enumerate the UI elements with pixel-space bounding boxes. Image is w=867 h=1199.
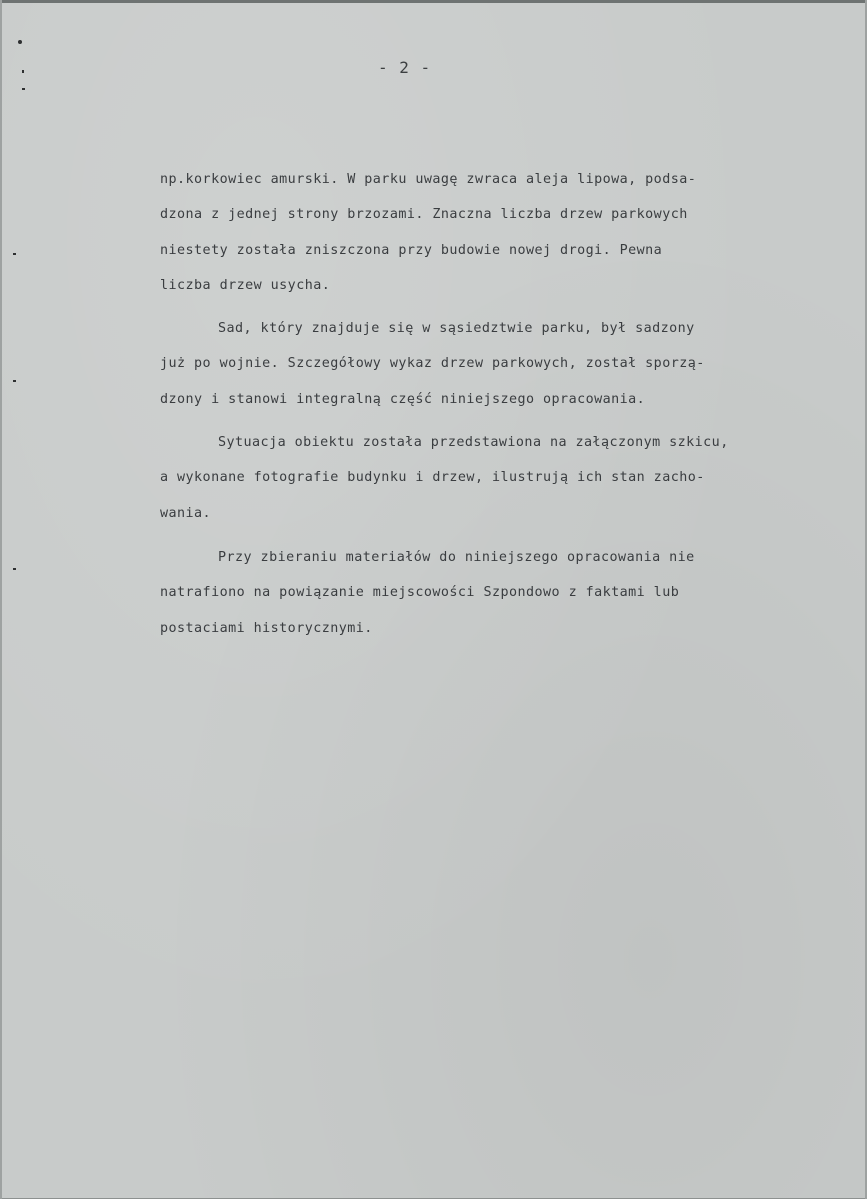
paragraph <box>160 162 850 303</box>
paragraph <box>160 540 850 646</box>
text-line: wania. <box>160 505 212 521</box>
text-line: Przy zbieraniu materiałów do niniejszego opracowania nie <box>218 549 695 565</box>
page-left-edge <box>0 0 2 1199</box>
page-number: - 2 - <box>378 58 432 77</box>
margin-mark-tick <box>13 253 16 255</box>
document-body <box>160 162 850 646</box>
margin-mark-tick <box>13 568 16 570</box>
text-line: postaciami historycznymi. <box>160 620 373 636</box>
text-line: dzony i stanowi integralną część niniejszego opracowania. <box>160 391 646 407</box>
margin-mark-tick <box>22 88 25 90</box>
page-top-edge <box>0 0 867 3</box>
text-line: Sytuacja obiektu została przedstawiona na załączonym szkicu, <box>218 435 729 451</box>
paragraph <box>160 311 850 417</box>
margin-mark-tick <box>13 380 16 382</box>
text-line: Sad, który znajduje się w sąsiedztwie parku, był sadzony <box>218 321 695 337</box>
punch-mark-dot <box>18 40 22 44</box>
margin-mark-tick <box>22 70 24 73</box>
text-line: a wykonane fotografie budynku i drzew, ilustrują ich stan zacho- <box>160 470 705 486</box>
text-line: np.korkowiec amurski. W parku uwagę zwraca aleja lipowa, podsa- <box>160 172 697 187</box>
text-line: niestety została zniszczona przy budowie nowej drogi. Pewna <box>160 242 663 258</box>
text-line: dzona z jednej strony brzozami. Znaczna liczba drzew parkowych <box>160 207 688 223</box>
text-line: liczba drzew usycha. <box>160 277 331 293</box>
paragraph <box>160 425 850 531</box>
text-line: już po wojnie. Szczegółowy wykaz drzew parkowych, został sporzą- <box>160 356 705 372</box>
text-line: natrafiono na powiązanie miejscowości Szpondowo z faktami lub <box>160 585 680 601</box>
